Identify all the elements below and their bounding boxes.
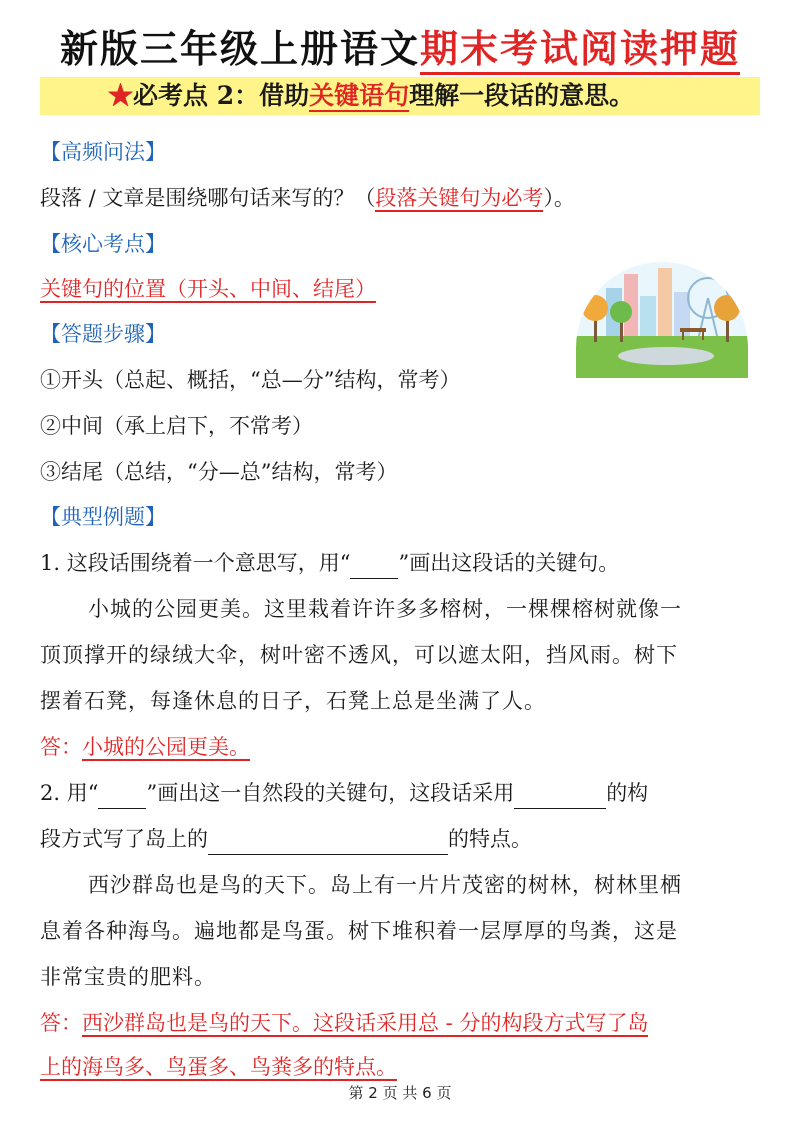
step-3: ③结尾（总结，“分—总”结构，常考）	[40, 460, 398, 484]
q2-blank-2	[514, 778, 606, 809]
step-1: ①开头（总起、概括，“总—分”结构，常考）	[40, 368, 461, 392]
q2-answer-text-2: 上的海鸟多、鸟蛋多、鸟粪多的特点。	[40, 1055, 397, 1079]
q2-answer-line-2	[40, 1052, 397, 1082]
title-part1: 新版三年级上册语文	[59, 26, 420, 71]
path	[618, 347, 714, 365]
freq-question-post: ）。	[543, 186, 575, 210]
star-icon: ★	[108, 81, 134, 110]
q1-para-line-2: 顶顶撑开的绿绒大伞，树叶密不透风，可以遮太阳，挡风雨。树下	[40, 643, 678, 667]
q2-prompt-pre: 2. 用“	[40, 781, 99, 805]
tree-icon	[582, 295, 608, 321]
q1-para-line-1: 小城的公园更美。这里栽着许许多多榕树，一棵棵榕树就像一	[88, 597, 682, 621]
q1-prompt	[40, 548, 619, 579]
freq-question-red: 段落关键句为必考	[375, 186, 544, 210]
q2-para-line-2: 息着各种海鸟。遍地都是鸟蛋。树下堆积着一层厚厚的鸟粪，这是	[40, 919, 678, 943]
page-title	[0, 18, 800, 73]
banner-suffix: 理解一段话的意思。	[409, 81, 635, 110]
tree-icon	[610, 301, 632, 323]
freq-question	[40, 183, 575, 213]
tree-icon	[714, 295, 740, 321]
q1-blank	[350, 548, 398, 579]
q1-answer	[40, 732, 250, 762]
core-point-text: 关键句的位置（开头、中间、结尾）	[40, 277, 376, 301]
q2-prompt-end: 的构	[606, 781, 649, 805]
q2-para-line-3: 非常宝贵的肥料。	[40, 965, 216, 989]
building-4	[658, 268, 672, 340]
steps-heading: 【答题步骤】	[40, 322, 166, 346]
q2-line2-pre: 段方式写了岛上的	[40, 827, 208, 851]
q2-answer-label: 答：	[40, 1011, 82, 1035]
park-city-illustration	[576, 248, 748, 378]
q2-blank-3	[208, 824, 448, 855]
q2-para-line-1: 西沙群岛也是鸟的天下。岛上有一片片茂密的树林，树林里栖	[88, 873, 682, 897]
bench-icon	[680, 328, 706, 332]
q2-line2-post: 的特点。	[448, 827, 532, 851]
q1-prompt-post: ”画出这段话的关键句。	[398, 551, 620, 575]
example-heading: 【典型例题】	[40, 505, 166, 529]
freq-question-pre: 段落 / 文章是围绕哪句话来写的？（	[40, 186, 376, 210]
banner-prefix: 必考点 2：借助	[133, 81, 310, 110]
q1-answer-text: 小城的公园更美。	[82, 735, 250, 759]
building-3	[640, 296, 656, 340]
q2-prompt-line-2	[40, 824, 532, 855]
core-point	[40, 274, 376, 304]
key-point-banner	[40, 77, 760, 115]
q2-prompt-line-1	[40, 778, 648, 809]
q2-answer-text-1: 西沙群岛也是鸟的天下。这段话采用总 - 分的构段方式写了岛	[82, 1011, 649, 1035]
core-heading: 【核心考点】	[40, 232, 166, 256]
q1-answer-label: 答：	[40, 735, 82, 759]
step-2: ②中间（承上启下，不常考）	[40, 414, 313, 438]
q2-answer-line-1	[40, 1008, 648, 1038]
q1-para-line-3: 摆着石凳，每逢休息的日子，石凳上总是坐满了人。	[40, 689, 546, 713]
q2-blank-1	[98, 778, 146, 809]
freq-heading: 【高频问法】	[40, 140, 166, 164]
page-number: 第 2 页 共 6 页	[348, 1084, 452, 1102]
q1-prompt-pre: 1. 这段话围绕着一个意思写，用“	[40, 551, 351, 575]
banner-highlight: 关键语句	[309, 81, 410, 110]
title-part2: 期末考试阅读押题	[420, 26, 740, 75]
q2-prompt-mid: ”画出这一自然段的关键句，这段话采用	[146, 781, 515, 805]
